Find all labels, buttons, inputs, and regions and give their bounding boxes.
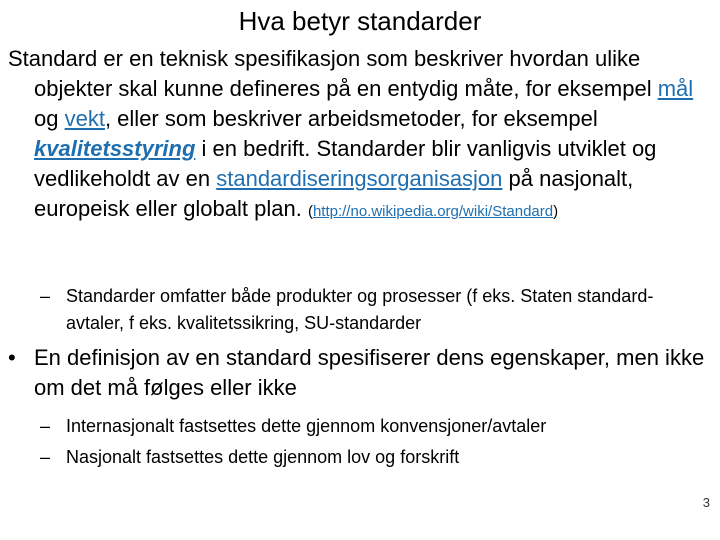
link-kvalitetsstyring[interactable]: kvalitetsstyring	[34, 136, 196, 161]
sub-bullet-text: Standarder omfatter både produkter og prosesser (f eks. Staten standard-avtaler, f eks. kvalitetssikring, SU-standarder	[66, 286, 654, 333]
paragraph-text-3: , eller som beskriver arbeidsmetoder, for eksempel	[104, 106, 598, 131]
link-mal[interactable]: mål	[657, 76, 694, 101]
sub-bullet-text: Nasjonalt fastsettes dette gjennom lov og forskrift	[66, 447, 460, 467]
source-link[interactable]: http://no.wikipedia.org/wiki/Standard	[312, 203, 554, 220]
sub-bullet-text: Internasjonalt fastsettes dette gjennom konvensjoner/avtaler	[66, 416, 547, 436]
paragraph-text-2: og	[34, 106, 65, 131]
page-number: 3	[702, 495, 710, 510]
dash-icon: –	[40, 286, 51, 306]
dash-icon: –	[40, 447, 51, 467]
paragraph-text-5: på nasjonalt, europeisk eller globalt plan.	[34, 166, 634, 221]
bullet-icon: •	[8, 345, 16, 370]
paragraph-text-1: er en teknisk spesifikasjon som beskriver hvordan ulike objekter skal kunne defineres på en entydig måte, for eksempel	[34, 46, 658, 101]
bullet-text: En definisjon av en standard spesifiserer dens egenskaper, men ikke om det må følges eller ikke	[34, 345, 705, 400]
dash-icon: –	[40, 416, 51, 436]
lead-term: Standard	[8, 46, 98, 71]
link-standardiseringsorganisasjon[interactable]: standardiseringsorganisasjon	[216, 166, 503, 191]
sub-bullet-products	[40, 283, 710, 337]
definition-paragraph	[8, 44, 708, 227]
slide-title: Hva betyr standarder	[238, 6, 482, 36]
sub-bullet-international	[40, 413, 710, 440]
paragraph-text-4: i en bedrift. Standarder blir vanligvis utviklet og vedlikeholdt av en	[34, 136, 657, 191]
source-close-paren: )	[553, 203, 559, 220]
sub-bullet-national	[40, 444, 710, 471]
source-open-paren: (	[307, 203, 313, 220]
bullet-definition	[8, 343, 712, 403]
link-vekt[interactable]: vekt	[64, 106, 105, 131]
